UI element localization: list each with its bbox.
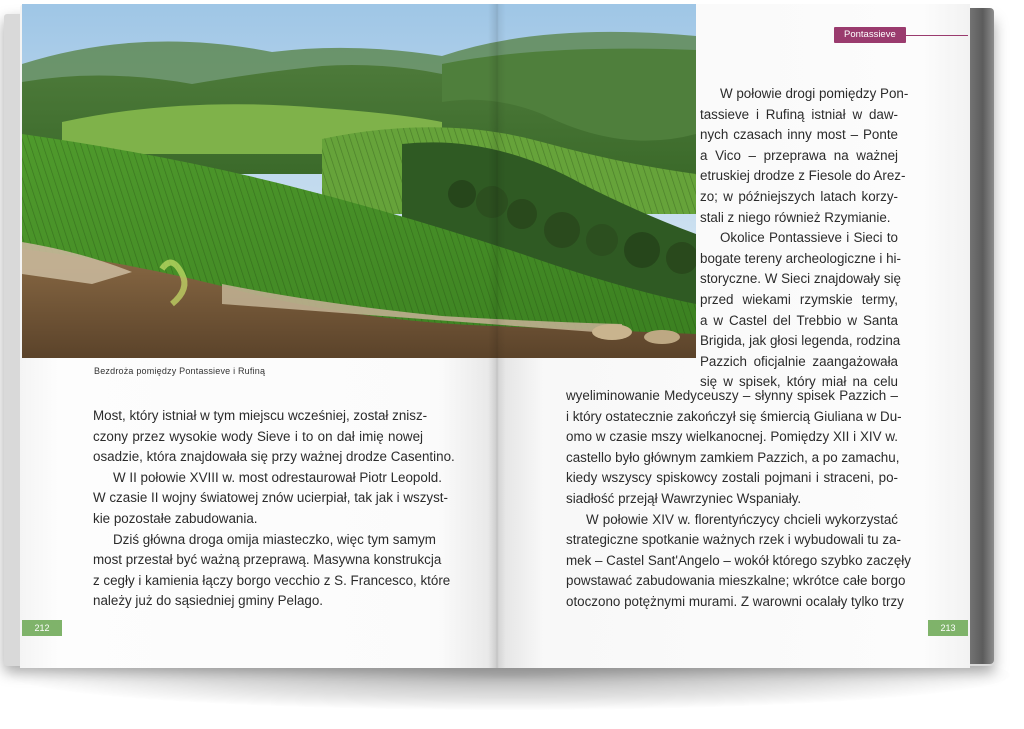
text-line: castello było głównym zamkiem Pazzich, a po zamachu, [566,449,900,465]
vineyard-hills-illustration [22,4,696,358]
text-line: osadzie, która znajdowała się przy ważnej drodze Casentino. [93,449,455,465]
text-line: mek – Castel Sant'Angelo – wokół którego szybko zaczęły [566,552,911,568]
text-line: siadłość przejął Wawrzyniec Wspaniały. [566,490,802,506]
text-line: W II połowie XVIII w. most odrestaurował Piotr Leopold. [113,469,442,485]
text-line: Okolice Pontassieve i Sieci to [720,230,898,246]
text-line: zo; w późniejszych latach korzy- [700,188,898,204]
text-line: strategiczne spotkanie ważnych rzek i wybudowali tu za- [566,532,901,548]
text-line: się w spisek, który miał na celu [700,374,898,390]
page-number-left: 212 [22,620,62,636]
text-line: kiedy wszyscy spiskowcy zostali pojmani i straceni, po- [566,470,898,486]
text-line: a w Castel del Trebbio w Santa [700,312,898,328]
text-line: tassieve i Rufiną istniał w daw- [700,106,898,122]
text-line: W połowie drogi pomiędzy Pon- [720,86,909,101]
text-line: i który ostatecznie zakończył się śmiercią Giuliana w Du- [566,408,902,424]
text-line: bogate tereny archeologiczne i hi- [700,250,901,266]
right-page-body-top [700,84,909,393]
photo-caption: Bezdroża pomiędzy Pontassieve i Rufiną [94,366,266,376]
text-line: W czasie II wojny światowej znów ucierpiał, tak jak i wszyst- [93,490,448,506]
right-page-body-bottom [566,386,911,613]
text-line: stali z niego również Rzymianie. [700,209,891,225]
text-line: nych czasach inny most – Ponte [700,127,898,143]
text-line: wyeliminowanie Medyceuszy – słynny spisek Pazzich – [566,388,898,403]
text-line: należy już do sąsiedniej gminy Pelago. [93,593,324,609]
text-line: Dziś główna droga omija miasteczko, więc tym samym [113,531,436,547]
text-line: W połowie XIV w. florentyńczycy chcieli wykorzystać [586,511,898,527]
text-line: z cegły i kamienia łączy borgo vecchio z S. Francesco, które [93,572,451,588]
chapter-tag-rule [896,35,968,36]
text-line: powstawać zabudowania mieszkalne; wkrótce całe borgo [566,573,906,589]
text-line: a Vico – przeprawa na ważnej [700,147,898,163]
landscape-photo [22,4,696,358]
text-line: czony przez wysokie wody Sieve i to on dał imię nowej [93,428,423,444]
text-line: Brigida, jak głosi legenda, rodzina [700,333,901,349]
book-spine-edge [966,8,994,664]
text-line: Most, który istniał w tym miejscu wcześniej, został znisz- [93,408,428,423]
text-line: omo w czasie mszy wielkanocnej. Pomiędzy XII i XIV w. [566,429,898,445]
chapter-tag: Pontassieve [834,27,906,43]
page-number-right: 213 [928,620,968,636]
text-line: kie pozostałe zabudowania. [93,510,258,526]
text-line: otoczono potężnymi murami. Z warowni ocalały tylko trzy [566,593,904,609]
text-line: storyczne. W Sieci znajdowały się [700,271,901,287]
text-line: przed wiekami rzymskie termy, [700,291,898,307]
left-page-body [93,406,455,612]
text-line: etruskiej drodze z Fiesole do Arez- [700,168,906,184]
text-line: Pazzich oficjalnie zaangażowała [700,353,898,369]
text-line: most przestał być ważną przeprawą. Masywna konstrukcja [93,552,442,568]
